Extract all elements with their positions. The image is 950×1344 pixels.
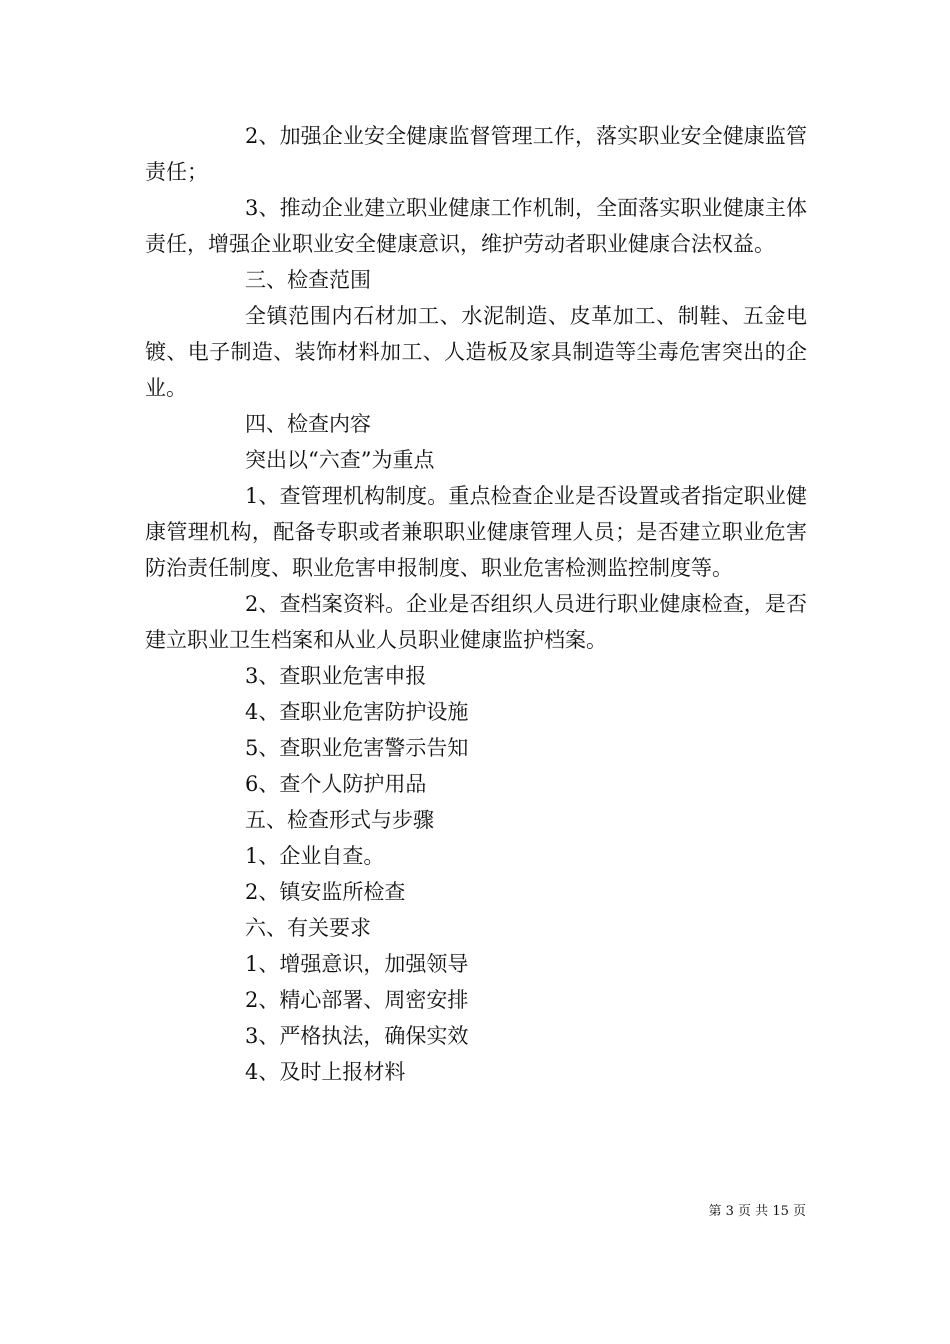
heading-inspection-scope: 三、检查范围 — [245, 268, 371, 292]
paragraph-goal-3: 3、推动企业建立职业健康工作机制，全面落实职业健康主体责任，增强企业职业安全健康意识，维护劳动者职业健康合法权益。 — [145, 196, 807, 256]
list-item-step-1: 1、企业自查。 — [245, 844, 385, 868]
paragraph-check-1: 1、查管理机构制度。重点检查企业是否设置或者指定职业健康管理机构，配备专职或者兼职职业健康管理人员；是否建立职业危害防治责任制度、职业危害申报制度、职业危害检测监控制度等。 — [145, 484, 807, 580]
list-item-check-4: 4、查职业危害防护设施 — [245, 700, 469, 724]
list-item-check-3: 3、查职业危害申报 — [245, 664, 427, 688]
list-item-requirement-1: 1、增强意识，加强领导 — [245, 952, 469, 976]
heading-inspection-content: 四、检查内容 — [245, 412, 371, 436]
list-item-requirement-3: 3、严格执法，确保实效 — [245, 1024, 469, 1048]
list-item-check-6: 6、查个人防护用品 — [245, 772, 427, 796]
document-body — [145, 118, 807, 1090]
heading-requirements: 六、有关要求 — [245, 916, 371, 940]
paragraph-scope-detail: 全镇范围内石材加工、水泥制造、皮革加工、制鞋、五金电镀、电子制造、装饰材料加工、人造板及家具制造等尘毒危害突出的企业。 — [145, 304, 807, 400]
list-item-requirement-2: 2、精心部署、周密安排 — [245, 988, 469, 1012]
heading-inspection-steps: 五、检查形式与步骤 — [245, 808, 434, 832]
paragraph-goal-2: 2、加强企业安全健康监督管理工作，落实职业安全健康监管责任； — [145, 124, 807, 184]
list-item-step-2: 2、镇安监所检查 — [245, 880, 406, 904]
paragraph-six-checks-intro: 突出以“六查”为重点 — [245, 448, 435, 472]
page-number-footer: 第 3 页 共 15 页 — [708, 1204, 806, 1219]
paragraph-check-2: 2、查档案资料。企业是否组织人员进行职业健康检查，是否建立职业卫生档案和从业人员职业健康监护档案。 — [145, 592, 807, 652]
list-item-requirement-4: 4、及时上报材料 — [245, 1060, 406, 1084]
list-item-check-5: 5、查职业危害警示告知 — [245, 736, 469, 760]
